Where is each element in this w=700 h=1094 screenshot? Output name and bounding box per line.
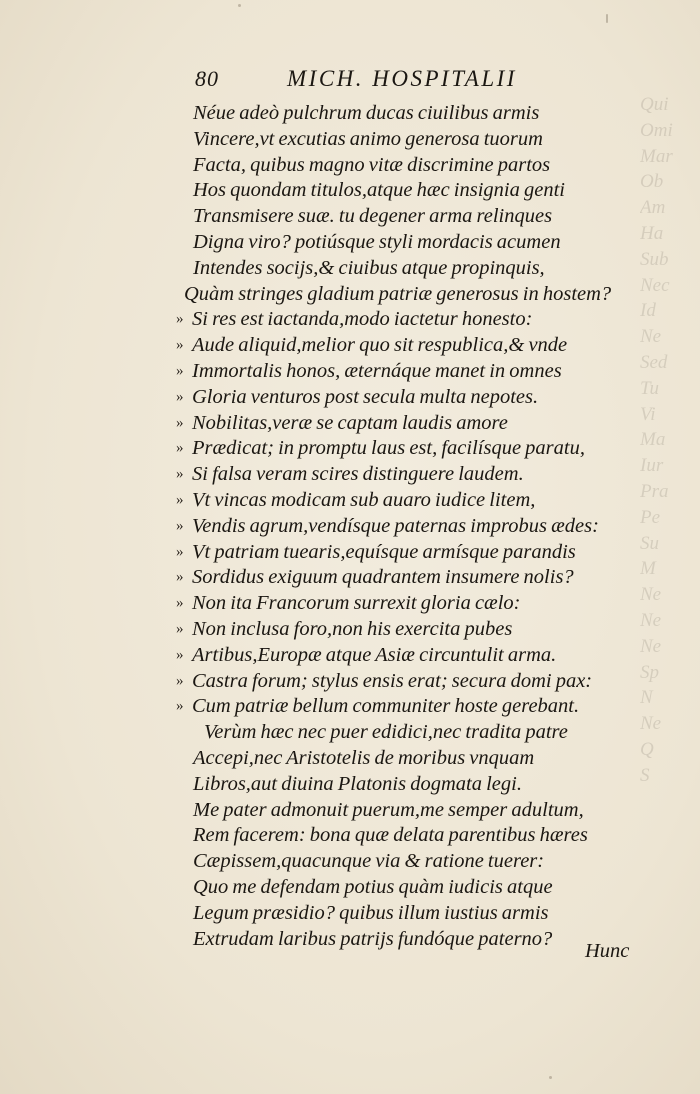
verse-line — [0, 823, 700, 849]
verse-text: Legum præsidio? quibus illum iustius armis — [193, 901, 549, 924]
verse-line — [0, 204, 700, 230]
verse-text: Non inclusa foro,non his exercita pubes — [192, 617, 513, 640]
verse-line — [0, 333, 700, 359]
verse-line — [0, 694, 700, 720]
verse-line — [0, 230, 700, 256]
verse-line — [0, 901, 700, 927]
quotation-mark: » — [176, 620, 184, 637]
verse-text: Vincere,vt excutias animo generosa tuorum — [193, 127, 543, 150]
page-number: 80 — [195, 66, 219, 91]
verse-text: Intendes socijs,& ciuibus atque propinquis, — [193, 256, 545, 279]
verse-text: Sordidus exiguum quadrantem insumere nolis? — [192, 566, 574, 589]
quotation-mark: » — [176, 595, 184, 612]
verse-text: Vt patriam tuearis,equísque armísque parandis — [192, 540, 576, 563]
running-head — [0, 66, 700, 98]
catchword: Hunc — [585, 940, 630, 962]
paper-speck — [606, 14, 608, 23]
verse-line — [0, 282, 700, 308]
verse-text: Castra forum; stylus ensis erat; secura domi pax: — [192, 669, 593, 692]
verse-line — [0, 101, 700, 127]
verse-line — [0, 849, 700, 875]
verse-text: Quàm stringes gladium patriæ generosus in hostem? — [184, 282, 612, 305]
verse-line — [0, 307, 700, 333]
verse-text: Me pater admonuit puerum,me semper adultum, — [193, 798, 584, 821]
quotation-mark: » — [176, 466, 184, 483]
verse-line — [0, 488, 700, 514]
quotation-mark: » — [176, 337, 184, 354]
quotation-mark: » — [176, 569, 184, 586]
verse-line — [0, 514, 700, 540]
verse-line — [0, 591, 700, 617]
verse-text: Hos quondam titulos,atque hæc insignia genti — [193, 179, 565, 202]
verse-line — [0, 411, 700, 437]
quotation-mark: » — [176, 491, 184, 508]
quotation-mark: » — [176, 414, 184, 431]
verse-text: Facta, quibus magno vitæ discrimine partos — [193, 153, 551, 176]
verse-text: Extrudam laribus patrijs fundóque paterno? — [193, 927, 553, 950]
quotation-mark: » — [176, 646, 184, 663]
verse-line — [0, 720, 700, 746]
verse-line — [0, 617, 700, 643]
verse-text: Si falsa veram scires distinguere laudem. — [192, 463, 524, 486]
verse-line — [0, 359, 700, 385]
verse-line — [0, 746, 700, 772]
verse-line — [0, 153, 700, 179]
quotation-mark: » — [176, 311, 184, 328]
quotation-mark: » — [176, 440, 184, 457]
verse-text: Immortalis honos, æternáque manet in omnes — [192, 359, 562, 382]
verse-text: Non ita Francorum surrexit gloria cælo: — [192, 592, 521, 615]
paper-speck — [238, 4, 241, 7]
verse-text: Aude aliquid,melior quo sit respublica,& vnde — [192, 334, 568, 357]
quotation-mark: » — [176, 362, 184, 379]
verse-text: Digna viro? potiúsque styli mordacis acumen — [193, 230, 561, 253]
verse-text: Cum patriæ bellum communiter hoste gerebant. — [192, 695, 580, 718]
verse-text: Rem facerem: bona quæ delata parentibus hæres — [193, 824, 588, 847]
running-title: MICH. HOSPITALII — [287, 66, 517, 91]
verse-line — [0, 798, 700, 824]
verse-text: Verùm hæc nec puer edidici,nec tradita patre — [204, 721, 568, 744]
verse-text: Prædicat; in promptu laus est, facilísque paratu, — [192, 437, 585, 460]
verse-text: Gloria venturos post secula multa nepotes. — [192, 385, 539, 408]
verse-line — [0, 772, 700, 798]
verse-line — [0, 540, 700, 566]
verse-line — [0, 385, 700, 411]
verse-text: Si res est iactanda,modo iactetur honesto: — [192, 308, 533, 331]
quotation-mark: » — [176, 672, 184, 689]
verse-line — [0, 669, 700, 695]
verse-line — [0, 178, 700, 204]
verse-line — [0, 127, 700, 153]
verse-text: Vendis agrum,vendísque paternas improbus ædes: — [192, 514, 599, 537]
verse-line — [0, 643, 700, 669]
bleed-through-text: Qui Omi Mar Ob Am Ha Sub Nec Id Ne Sed Tu Vi Ma Iur Pra Pe Su M Ne Ne Ne Sp N Ne Q S — [640, 94, 673, 786]
verse-line — [0, 462, 700, 488]
verse-text: Libros,aut diuina Platonis dogmata legi. — [193, 772, 522, 795]
verse-text: Transmisere suæ. tu degener arma relinques — [193, 205, 553, 228]
verse-text: Vt vincas modicam sub auaro iudice litem, — [192, 488, 536, 511]
quotation-mark: » — [176, 388, 184, 405]
quotation-mark: » — [176, 698, 184, 715]
verse-text: Quo me defendam potius quàm iudicis atque — [193, 875, 553, 898]
verse-text: Néue adeò pulchrum ducas ciuilibus armis — [193, 102, 540, 124]
verse-text: Accepi,nec Aristotelis de moribus vnquam — [193, 746, 535, 769]
verse-line — [0, 436, 700, 462]
verse-text: Cæpissem,quacunque via & ratione tuerer: — [193, 850, 545, 873]
verse-text: Nobilitas,veræ se captam laudis amore — [192, 411, 508, 434]
verse-block — [0, 101, 700, 952]
verse-text: Artibus,Europæ atque Asiæ circuntulit arma. — [192, 643, 557, 666]
paper-speck — [549, 1076, 552, 1079]
verse-line — [0, 875, 700, 901]
verse-line — [0, 565, 700, 591]
verse-line — [0, 256, 700, 282]
quotation-mark: » — [176, 517, 184, 534]
quotation-mark: » — [176, 543, 184, 560]
